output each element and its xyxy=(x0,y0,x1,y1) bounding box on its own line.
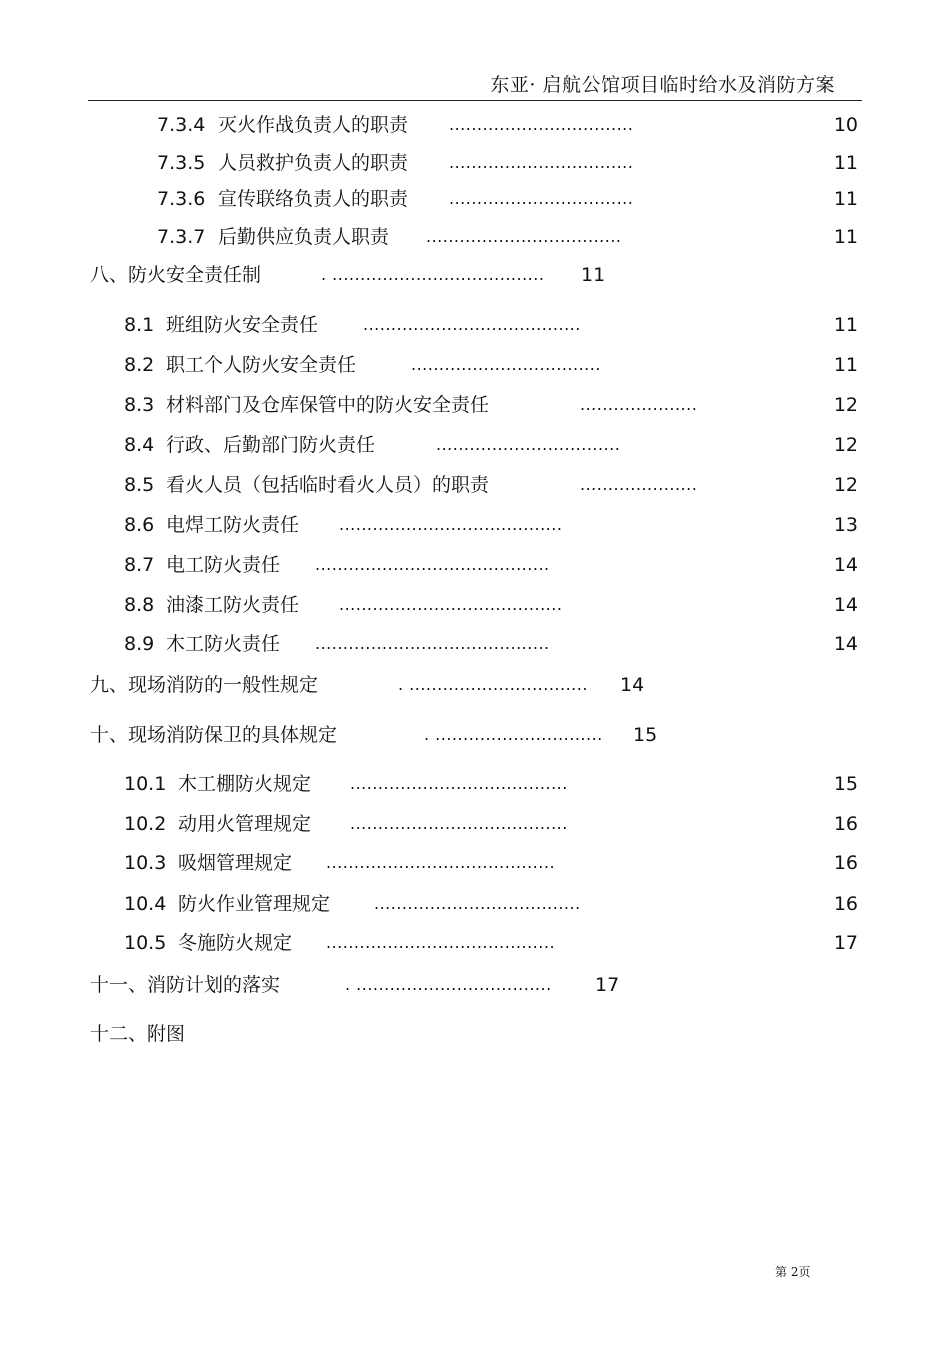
toc-entry-title: 冬施防火规定 xyxy=(178,932,293,954)
toc-entry-number: 8.1 xyxy=(124,314,155,336)
toc-entry-page: 12 xyxy=(833,434,858,456)
toc-entry-number: 10.1 xyxy=(124,773,167,795)
toc-entry[interactable] xyxy=(0,928,950,958)
toc-chapter-page: 15 xyxy=(633,724,658,746)
document-header-title: 东亚· 启航公馆项目临时给水及消防方案 xyxy=(490,74,835,96)
toc-entry-title: 防火作业管理规定 xyxy=(178,893,331,915)
toc-entry-number: 8.5 xyxy=(124,474,155,496)
toc-entry-leader: ....................................... xyxy=(350,814,568,833)
toc-entry[interactable] xyxy=(0,184,950,214)
toc-entry-leader: ................................. xyxy=(449,153,634,172)
toc-entry[interactable] xyxy=(0,590,950,620)
toc-entry[interactable] xyxy=(0,222,950,252)
toc-entry-page: 15 xyxy=(833,773,858,795)
toc-entry-page: 12 xyxy=(833,474,858,496)
toc-entry[interactable] xyxy=(0,470,950,500)
toc-entry[interactable] xyxy=(0,390,950,420)
toc-entry-number: 8.6 xyxy=(124,514,155,536)
toc-entry-leader: ................................. xyxy=(449,115,634,134)
toc-entry-number: 10.3 xyxy=(124,852,167,874)
toc-entry[interactable] xyxy=(0,350,950,380)
toc-entry-title: 人员救护负责人的职责 xyxy=(218,152,409,174)
toc-entry-leader: ........................................ xyxy=(339,595,563,614)
toc-entry-number: 10.2 xyxy=(124,813,167,835)
toc-entry-leader: ..................... xyxy=(580,475,698,494)
toc-entry-number: 8.4 xyxy=(124,434,155,456)
toc-entry-leader: ......................................... xyxy=(326,853,556,872)
toc-chapter-title: 十二、附图 xyxy=(90,1023,186,1045)
toc-entry-number: 7.3.6 xyxy=(157,188,206,210)
toc-entry[interactable] xyxy=(0,310,950,340)
toc-entry-page: 11 xyxy=(833,226,858,248)
toc-entry-page: 14 xyxy=(833,594,858,616)
toc-entry-page: 16 xyxy=(833,893,858,915)
toc-entry-leader: .......................................... xyxy=(315,634,550,653)
toc-entry-page: 14 xyxy=(833,633,858,655)
toc-entry-page: 11 xyxy=(833,354,858,376)
toc-entry-title: 电工防火责任 xyxy=(166,554,281,576)
toc-entry[interactable] xyxy=(0,550,950,580)
toc-entry-number: 10.5 xyxy=(124,932,167,954)
toc-entry-number: 8.7 xyxy=(124,554,155,576)
toc-chapter-page: 17 xyxy=(595,974,620,996)
toc-chapter-page: 14 xyxy=(620,674,645,696)
toc-entry-title: 看火人员（包括临时看火人员）的职责 xyxy=(166,474,490,496)
toc-entry-leader: .................................. xyxy=(411,355,601,374)
toc-entry-leader: ....................................... xyxy=(363,315,581,334)
toc-entry-number: 7.3.5 xyxy=(157,152,206,174)
toc-entry-leader: ..................................... xyxy=(374,894,581,913)
toc-chapter[interactable] xyxy=(0,1019,950,1049)
toc-entry-leader: .......................................... xyxy=(315,555,550,574)
toc-entry-page: 16 xyxy=(833,813,858,835)
toc-entry[interactable] xyxy=(0,629,950,659)
toc-entry-title: 木工防火责任 xyxy=(166,633,281,655)
toc-entry-title: 材料部门及仓库保管中的防火安全责任 xyxy=(166,394,490,416)
toc-entry-title: 动用火管理规定 xyxy=(178,813,312,835)
toc-chapter[interactable] xyxy=(0,970,950,1000)
toc-entry-title: 油漆工防火责任 xyxy=(166,594,300,616)
toc-chapter-title: 八、防火安全责任制 xyxy=(90,264,262,286)
toc-chapter-page: 11 xyxy=(581,264,606,286)
toc-entry[interactable] xyxy=(0,510,950,540)
toc-entry-title: 吸烟管理规定 xyxy=(178,852,293,874)
toc-entry-number: 8.2 xyxy=(124,354,155,376)
toc-entry[interactable] xyxy=(0,769,950,799)
toc-entry-leader: ......................................... xyxy=(326,933,556,952)
toc-entry-number: 8.8 xyxy=(124,594,155,616)
toc-entry-leader: ................................. xyxy=(449,189,634,208)
toc-entry[interactable] xyxy=(0,848,950,878)
toc-entry-page: 10 xyxy=(833,114,858,136)
toc-entry-page: 14 xyxy=(833,554,858,576)
toc-chapter-leader: . ................................ xyxy=(398,675,588,694)
toc-chapter[interactable] xyxy=(0,670,950,700)
toc-entry-title: 职工个人防火安全责任 xyxy=(166,354,357,376)
toc-chapter[interactable] xyxy=(0,260,950,290)
toc-entry-leader: ................................... xyxy=(426,227,622,246)
toc-chapter-title: 十一、消防计划的落实 xyxy=(90,974,281,996)
toc-chapter-leader: . ...................................... xyxy=(321,265,545,284)
header-divider xyxy=(88,100,862,101)
toc-entry-leader: ........................................ xyxy=(339,515,563,534)
toc-entry[interactable] xyxy=(0,809,950,839)
toc-chapter-leader: . ................................... xyxy=(345,975,552,994)
toc-entry-number: 8.9 xyxy=(124,633,155,655)
page-number: 第 2页 xyxy=(775,1265,811,1279)
toc-entry-title: 木工棚防火规定 xyxy=(178,773,312,795)
toc-entry[interactable] xyxy=(0,889,950,919)
toc-entry-page: 16 xyxy=(833,852,858,874)
toc-chapter[interactable] xyxy=(0,720,950,750)
toc-entry[interactable] xyxy=(0,110,950,140)
toc-entry-page: 12 xyxy=(833,394,858,416)
toc-entry-title: 班组防火安全责任 xyxy=(166,314,319,336)
toc-entry-title: 行政、后勤部门防火责任 xyxy=(166,434,376,456)
toc-chapter-leader: . .............................. xyxy=(424,725,603,744)
toc-entry-number: 8.3 xyxy=(124,394,155,416)
toc-entry-title: 宣传联络负责人的职责 xyxy=(218,188,409,210)
toc-entry-number: 7.3.7 xyxy=(157,226,206,248)
toc-chapter-title: 九、现场消防的一般性规定 xyxy=(90,674,319,696)
toc-entry-title: 后勤供应负责人职责 xyxy=(218,226,390,248)
toc-entry-page: 17 xyxy=(833,932,858,954)
toc-entry[interactable] xyxy=(0,148,950,178)
toc-entry-page: 13 xyxy=(833,514,858,536)
toc-entry-number: 10.4 xyxy=(124,893,167,915)
toc-entry-page: 11 xyxy=(833,152,858,174)
toc-entry-page: 11 xyxy=(833,314,858,336)
toc-entry-title: 电焊工防火责任 xyxy=(166,514,300,536)
toc-entry-title: 灭火作战负责人的职责 xyxy=(218,114,409,136)
toc-entry[interactable] xyxy=(0,430,950,460)
toc-entry-leader: ................................. xyxy=(436,435,621,454)
toc-chapter-title: 十、现场消防保卫的具体规定 xyxy=(90,724,338,746)
toc-entry-leader: ....................................... xyxy=(350,774,568,793)
toc-entry-number: 7.3.4 xyxy=(157,114,206,136)
toc-entry-leader: ..................... xyxy=(580,395,698,414)
toc-entry-page: 11 xyxy=(833,188,858,210)
